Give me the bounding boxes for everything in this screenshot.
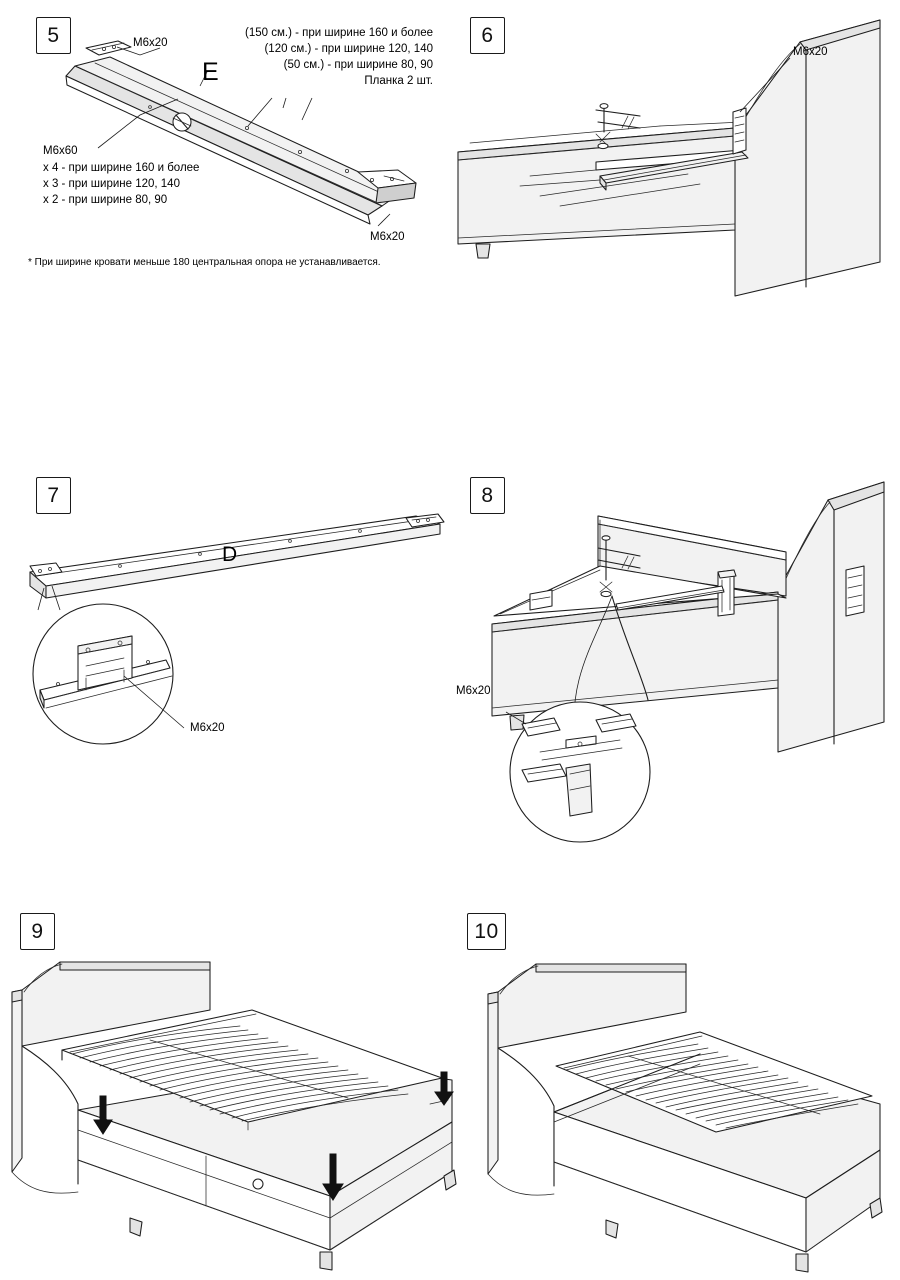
step-number-7-label: 7 [47, 484, 60, 507]
bolt-spec-line-2: x 3 - при ширине 120, 140 [43, 178, 180, 190]
step5-footnote: * При ширине кровати меньше 180 центральная опора не устанавливается. [28, 257, 381, 268]
step6-screw-label: M6x20 [793, 46, 828, 58]
plank-spec-line-1: (150 см.) - при ширине 160 и более [245, 27, 433, 39]
bolt-spec-line-1: x 4 - при ширине 160 и более [43, 162, 200, 174]
step-number-10-label: 10 [474, 920, 499, 943]
step5-screw-bottom-label: M6x20 [370, 231, 405, 243]
bolt-spec-name: M6x60 [43, 145, 78, 157]
step8-screw-label: M6x20 [456, 685, 491, 697]
plank-spec-line-3: (50 см.) - при ширине 80, 90 [283, 59, 433, 71]
step-number-6-label: 6 [481, 24, 494, 47]
step5-part-letter-E: E [202, 58, 220, 86]
plank-spec-line-2: (120 см.) - при ширине 120, 140 [264, 43, 433, 55]
step-number-9-label: 9 [31, 920, 44, 943]
step-number-8-label: 8 [481, 484, 494, 507]
bed-assembled-step10 [488, 964, 882, 1272]
step5-screw-top-label: M6x20 [133, 37, 168, 49]
bolt-spec-line-3: x 2 - при ширине 80, 90 [43, 194, 168, 206]
plank-spec-line-4: Планка 2 шт. [364, 75, 433, 87]
step-number-5-label: 5 [47, 24, 60, 47]
step7-screw-label: M6x20 [190, 722, 225, 734]
step7-part-letter-D: D [222, 543, 238, 566]
